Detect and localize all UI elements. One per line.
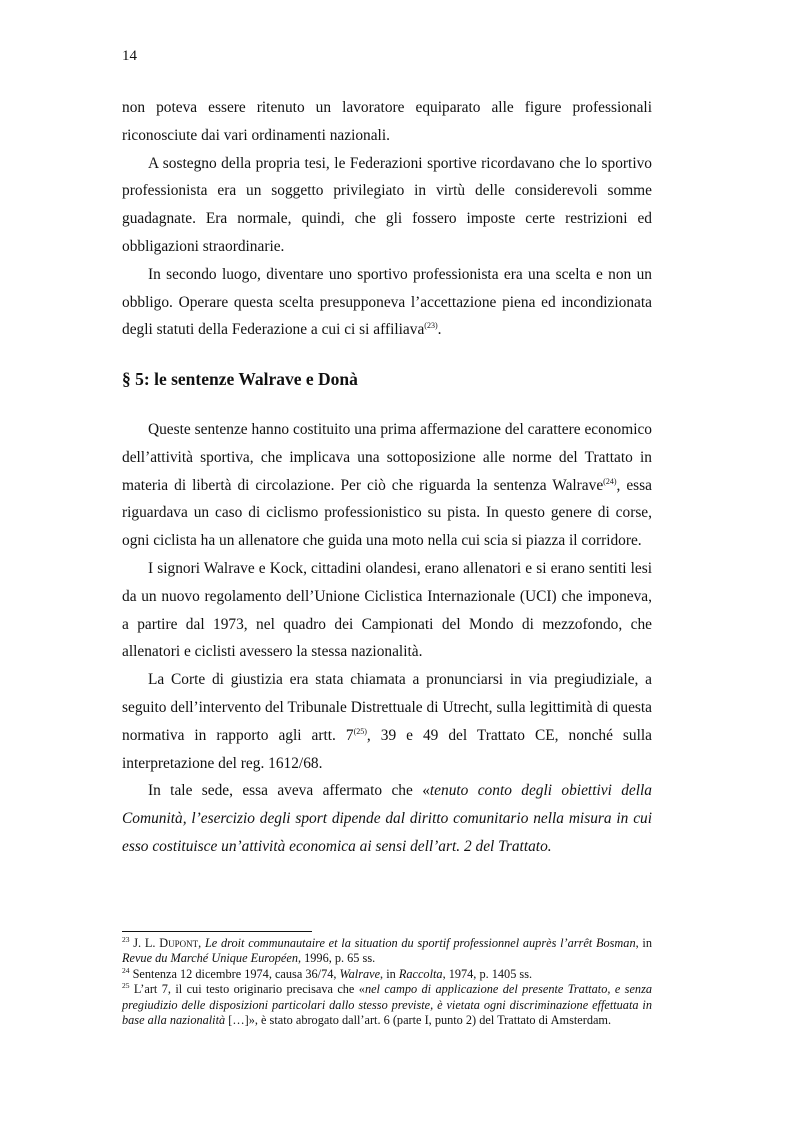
footnote-24-text-a: Sentenza 12 dicembre 1974, causa 36/74, bbox=[132, 966, 340, 981]
body-paragraph-3-text-a: La Corte di giustizia era stata chiamata a pronunciarsi in via pregiudiziale, a seguito dell’intervento del Tribunale Distrettuale di Utrecht, sulla legittimità di questa normativa in rapporto agli artt. 7 bbox=[122, 671, 652, 744]
footnote-ref-23[interactable]: (23) bbox=[424, 321, 438, 331]
body-paragraph-4-text: In tale sede, essa aveva affermato che « bbox=[148, 782, 430, 800]
footnote-23-sep: , bbox=[198, 936, 205, 950]
footnote-24 bbox=[122, 967, 652, 982]
footnote-23-mark: 23 bbox=[122, 935, 130, 944]
body-paragraph-1 bbox=[122, 416, 652, 555]
footnote-ref-25[interactable]: (25) bbox=[353, 726, 367, 736]
footnote-25-quote: nel campo di applicazione del presente Trattato, e senza pregiudizio delle disposizioni particolari dallo stesso previste, è vietata ogni discriminazione effettuata in base alla nazionalità bbox=[122, 982, 653, 1028]
footnote-25 bbox=[122, 982, 652, 1028]
intro-paragraph-3-end: . bbox=[437, 321, 442, 339]
intro-paragraph-1: non poteva essere ritenuto un lavoratore equiparato alle figure professionali riconosciute dai vari ordinamenti nazionali. bbox=[122, 99, 652, 144]
footnote-23-journal: Revue du Marché Unique Européen bbox=[122, 951, 298, 966]
body-paragraph-4 bbox=[122, 777, 652, 860]
footnote-24-text-c: , 1974, p. 1405 ss. bbox=[442, 966, 533, 981]
footnote-24-mark: 24 bbox=[122, 965, 130, 975]
section-body bbox=[122, 416, 652, 861]
intro-paragraph-3 bbox=[122, 261, 652, 344]
footnote-ref-24[interactable]: (24) bbox=[603, 476, 617, 486]
page-number: 14 bbox=[122, 48, 137, 64]
body-paragraph-4-quote: tenuto conto degli obiettivi della Comunità, l’esercizio degli sport dipende dal diritto comunitario nella misura in cui esso costituisce un’attività economica ai sensi dell’art. 2 del Trattato. bbox=[122, 782, 652, 855]
body-paragraph-2: I signori Walrave e Kock, cittadini olandesi, erano allenatori e si erano sentiti lesi da un nuovo regolamento dell’Unione Ciclistica Internazionale (UCI) che imponeva, a partire dal 1973, nel quadro dei Campionati del Mondo di mezzofondo, che allenatori e ciclisti avessero la stessa nazionalità. bbox=[122, 559, 652, 661]
footnote-24-text-b: , in bbox=[380, 966, 399, 981]
intro-paragraph-3-text: In secondo luogo, diventare uno sportivo professionista era una scelta e non un obbligo. Operare questa scelta presupponeva l’accettazione piena ed incondizionata degli statuti della Federazione a cui ci si affiliava bbox=[122, 265, 652, 339]
body-paragraph-3 bbox=[122, 666, 652, 777]
body-paragraph-1-text-a: Queste sentenze hanno costituito una prima affermazione del carattere economico dell’attività sportiva, che implicava una sottoposizione alle norme del Trattato in materia di libertà di circolazione. Per ciò che riguarda la sentenza Walrave bbox=[122, 421, 652, 494]
footnote-23-author-a: J. L. D bbox=[133, 936, 169, 950]
footnote-23-author-b: upont bbox=[168, 936, 199, 950]
footnote-separator bbox=[122, 931, 312, 932]
footnote-25-mark: 25 bbox=[122, 981, 130, 991]
footnote-23 bbox=[122, 936, 652, 967]
footnote-23-mid: , in bbox=[635, 936, 652, 950]
body-paragraph-3-text-b: , 39 e 49 del Trattato CE, nonché sulla interpretazione del reg. 1612/68. bbox=[122, 726, 652, 772]
intro-text bbox=[122, 94, 652, 344]
footnote-24-case: Walrave bbox=[339, 966, 381, 981]
footnotes bbox=[122, 936, 652, 1028]
footnote-24-source: Raccolta bbox=[398, 966, 443, 981]
footnote-25-text-b: […]», è stato abrogato dall’art. 6 (parte I, punto 2) del Trattato di Amsterdam. bbox=[225, 1013, 612, 1028]
footnote-23-end: , 1996, p. 65 ss. bbox=[297, 951, 376, 966]
footnote-25-text-a: L’art 7, il cui testo originario precisava che « bbox=[133, 982, 365, 997]
intro-paragraph-2: A sostegno della propria tesi, le Federazioni sportive ricordavano che lo sportivo professionista era un soggetto privilegiato in virtù delle considerevoli somme guadagnate. Era normale, quindi, che gli fossero imposte certe restrizioni ed obbligazioni straordinarie. bbox=[122, 154, 652, 255]
section-heading: § 5: le sentenze Walrave e Donà bbox=[122, 369, 358, 389]
footnote-23-title: Le droit communautaire et la situation du sportif professionnel auprès l’arrêt Bosman bbox=[204, 936, 636, 950]
body-paragraph-1-text-b: , essa riguardava un caso di ciclismo professionistico su pista. In questo genere di corse, ogni ciclista ha un allenatore che guida una moto nella cui scia si piazza il corridore. bbox=[122, 476, 652, 550]
